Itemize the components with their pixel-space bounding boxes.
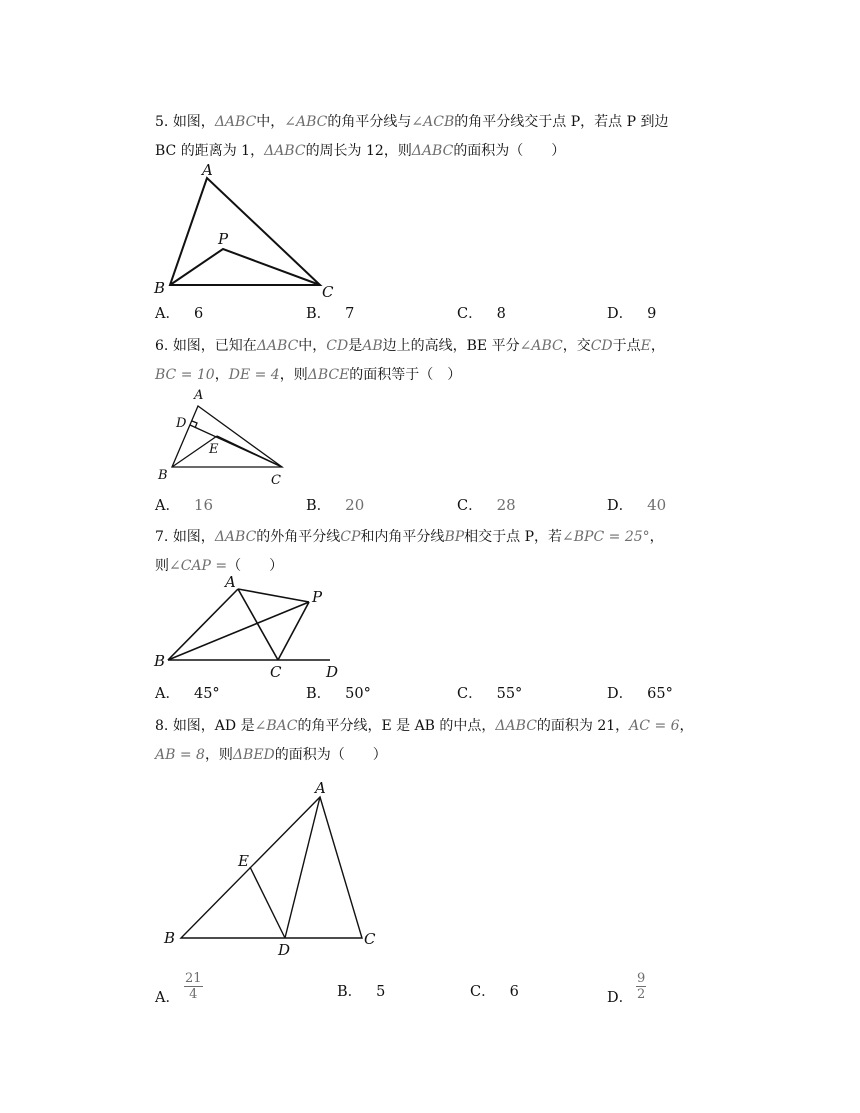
q6-text: 是 bbox=[348, 338, 363, 354]
option-letter: D． bbox=[607, 498, 634, 514]
option-value: 50° bbox=[345, 686, 371, 702]
q6-label-a: A bbox=[194, 388, 204, 403]
q5-math: ΔABC bbox=[214, 114, 257, 130]
q7-label-p: P bbox=[312, 588, 323, 606]
option-value: 65° bbox=[647, 686, 673, 702]
q7-text: （ ） bbox=[227, 558, 284, 574]
q6-text: ，交 bbox=[562, 338, 591, 354]
q8-option-d-fraction bbox=[636, 972, 646, 1001]
q8-math: ∠BAC bbox=[254, 718, 298, 734]
option-letter: A． bbox=[155, 306, 180, 322]
q7-math: ΔABC bbox=[214, 529, 257, 545]
q5-text: 的面积为（ ） bbox=[453, 143, 566, 159]
q5-label-b: B bbox=[154, 279, 166, 297]
q8-number: 8. bbox=[155, 718, 169, 734]
q8-label-b: B bbox=[164, 929, 176, 947]
option-letter: B． bbox=[306, 498, 332, 514]
option-value: 6 bbox=[193, 306, 204, 322]
q6-text: 的面积等于（ ） bbox=[349, 367, 462, 383]
q6-label-e: E bbox=[209, 442, 219, 457]
q7-label-d: D bbox=[326, 663, 339, 681]
option-letter: C． bbox=[457, 306, 483, 322]
q5-math: ΔABC bbox=[411, 143, 454, 159]
q5-text: 的角平分线与 bbox=[327, 114, 412, 130]
option-value: 45° bbox=[193, 686, 220, 702]
option-value: 40 bbox=[647, 496, 667, 514]
q5-math: ΔABC bbox=[264, 143, 306, 159]
q6-number: 6. bbox=[155, 338, 169, 354]
option-value: 7 bbox=[345, 306, 355, 322]
q8-math: ΔABC bbox=[495, 718, 537, 734]
q8-option-c bbox=[470, 982, 519, 1002]
q5-math: ∠ACB bbox=[411, 114, 455, 130]
q7-math: ∠BPC = 25° bbox=[562, 529, 650, 545]
q5-label-c: C bbox=[322, 283, 334, 301]
q6-text: 如图，已知在 bbox=[172, 338, 257, 354]
option-letter: B． bbox=[306, 686, 332, 702]
option-letter: C． bbox=[470, 984, 496, 1000]
q6-math: ΔABC bbox=[256, 338, 299, 354]
q6-text: 边上的高线，BE 平分 bbox=[382, 338, 520, 354]
option-letter: C． bbox=[457, 498, 483, 514]
option-letter: D． bbox=[607, 686, 634, 702]
q8-text: 如图，AD 是 bbox=[172, 718, 255, 734]
q8-option-a-fraction bbox=[184, 972, 203, 1001]
q6-math: DE = 4 bbox=[228, 367, 280, 383]
q6-text: 中， bbox=[298, 338, 327, 354]
q7-math: ∠CAP = bbox=[169, 558, 228, 574]
option-letter: B． bbox=[306, 306, 332, 322]
q8-text: 的角平分线，E 是 AB 的中点， bbox=[297, 718, 496, 734]
q5-math: ∠ABC bbox=[284, 114, 328, 130]
fraction-denominator: 2 bbox=[637, 987, 646, 1002]
option-value: 9 bbox=[647, 306, 657, 322]
q8-text: 的面积为 21， bbox=[536, 718, 630, 734]
q6-math: E bbox=[640, 338, 651, 354]
q7-label-c: C bbox=[270, 663, 282, 681]
fraction-numerator: 9 bbox=[637, 971, 646, 986]
q7-text: 则 bbox=[155, 558, 169, 574]
q6-label-c: C bbox=[271, 473, 281, 488]
q5-text: 的周长为 12，则 bbox=[305, 143, 412, 159]
option-letter: A． bbox=[155, 990, 180, 1006]
q6-math: ΔBCE bbox=[307, 367, 350, 383]
q8-text: ， bbox=[679, 718, 694, 734]
q6-text: ，则 bbox=[279, 367, 308, 383]
q6-math: CD bbox=[326, 338, 349, 354]
q7-number: 7. bbox=[155, 529, 169, 545]
q5-label-a: A bbox=[202, 161, 213, 179]
fraction-denominator: 4 bbox=[189, 987, 198, 1002]
q6-text: ， bbox=[214, 367, 229, 383]
option-value: 5 bbox=[376, 984, 386, 1000]
q6-label-d: D bbox=[176, 416, 187, 431]
option-letter: D． bbox=[607, 990, 634, 1006]
q8-option-b bbox=[337, 982, 385, 1002]
q6-math: CD bbox=[590, 338, 613, 354]
q7-math: BP bbox=[444, 529, 465, 545]
q5-text: 的角平分线交于点 P，若点 P 到边 bbox=[454, 114, 669, 130]
q6-label-b: B bbox=[158, 468, 168, 483]
q5-text: BC 的距离为 1， bbox=[155, 143, 265, 159]
q8-math: ΔBED bbox=[232, 747, 275, 763]
q8-option-d bbox=[607, 988, 633, 1008]
q7-label-b: B bbox=[154, 652, 166, 670]
option-value: 20 bbox=[345, 496, 365, 514]
option-value: 6 bbox=[509, 984, 519, 1000]
q6-text: 于点 bbox=[612, 338, 641, 354]
q5-text: 如图， bbox=[172, 114, 215, 130]
q6-math: AB bbox=[362, 338, 383, 354]
q5-text: 中， bbox=[256, 114, 285, 130]
option-value: 55° bbox=[496, 686, 523, 702]
q7-label-a: A bbox=[225, 573, 236, 591]
option-value: 8 bbox=[496, 306, 506, 322]
q7-math: CP bbox=[340, 529, 361, 545]
q8-option-a bbox=[155, 988, 180, 1008]
q6-math: ∠ABC bbox=[519, 338, 563, 354]
fraction-numerator: 21 bbox=[185, 971, 202, 986]
q8-label-c: C bbox=[364, 930, 376, 948]
q7-text: 和内角平分线 bbox=[360, 529, 445, 545]
option-letter: B． bbox=[337, 984, 363, 1000]
q8-label-e: E bbox=[238, 852, 249, 870]
q8-text: 的面积为（ ） bbox=[274, 747, 387, 763]
q7-text: 如图， bbox=[172, 529, 215, 545]
option-letter: D． bbox=[607, 306, 634, 322]
option-value: 28 bbox=[496, 496, 516, 514]
q8-math: AC = 6 bbox=[629, 718, 680, 734]
q7-text: 的外角平分线 bbox=[256, 529, 341, 545]
option-letter: A． bbox=[155, 686, 180, 702]
option-letter: A． bbox=[155, 498, 180, 514]
q7-text: 相交于点 P，若 bbox=[464, 529, 563, 545]
option-letter: C． bbox=[457, 686, 483, 702]
q8-label-a: A bbox=[315, 779, 326, 797]
q8-label-d: D bbox=[278, 941, 291, 959]
q8-math: AB = 8 bbox=[155, 747, 205, 763]
q8-text: ，则 bbox=[204, 747, 233, 763]
q5-label-p: P bbox=[218, 230, 229, 248]
option-value: 16 bbox=[193, 496, 214, 514]
q5-number: 5. bbox=[155, 114, 169, 130]
q7-text: ， bbox=[649, 529, 664, 545]
q6-math: BC = 10 bbox=[155, 367, 215, 383]
q6-text: ， bbox=[650, 338, 665, 354]
